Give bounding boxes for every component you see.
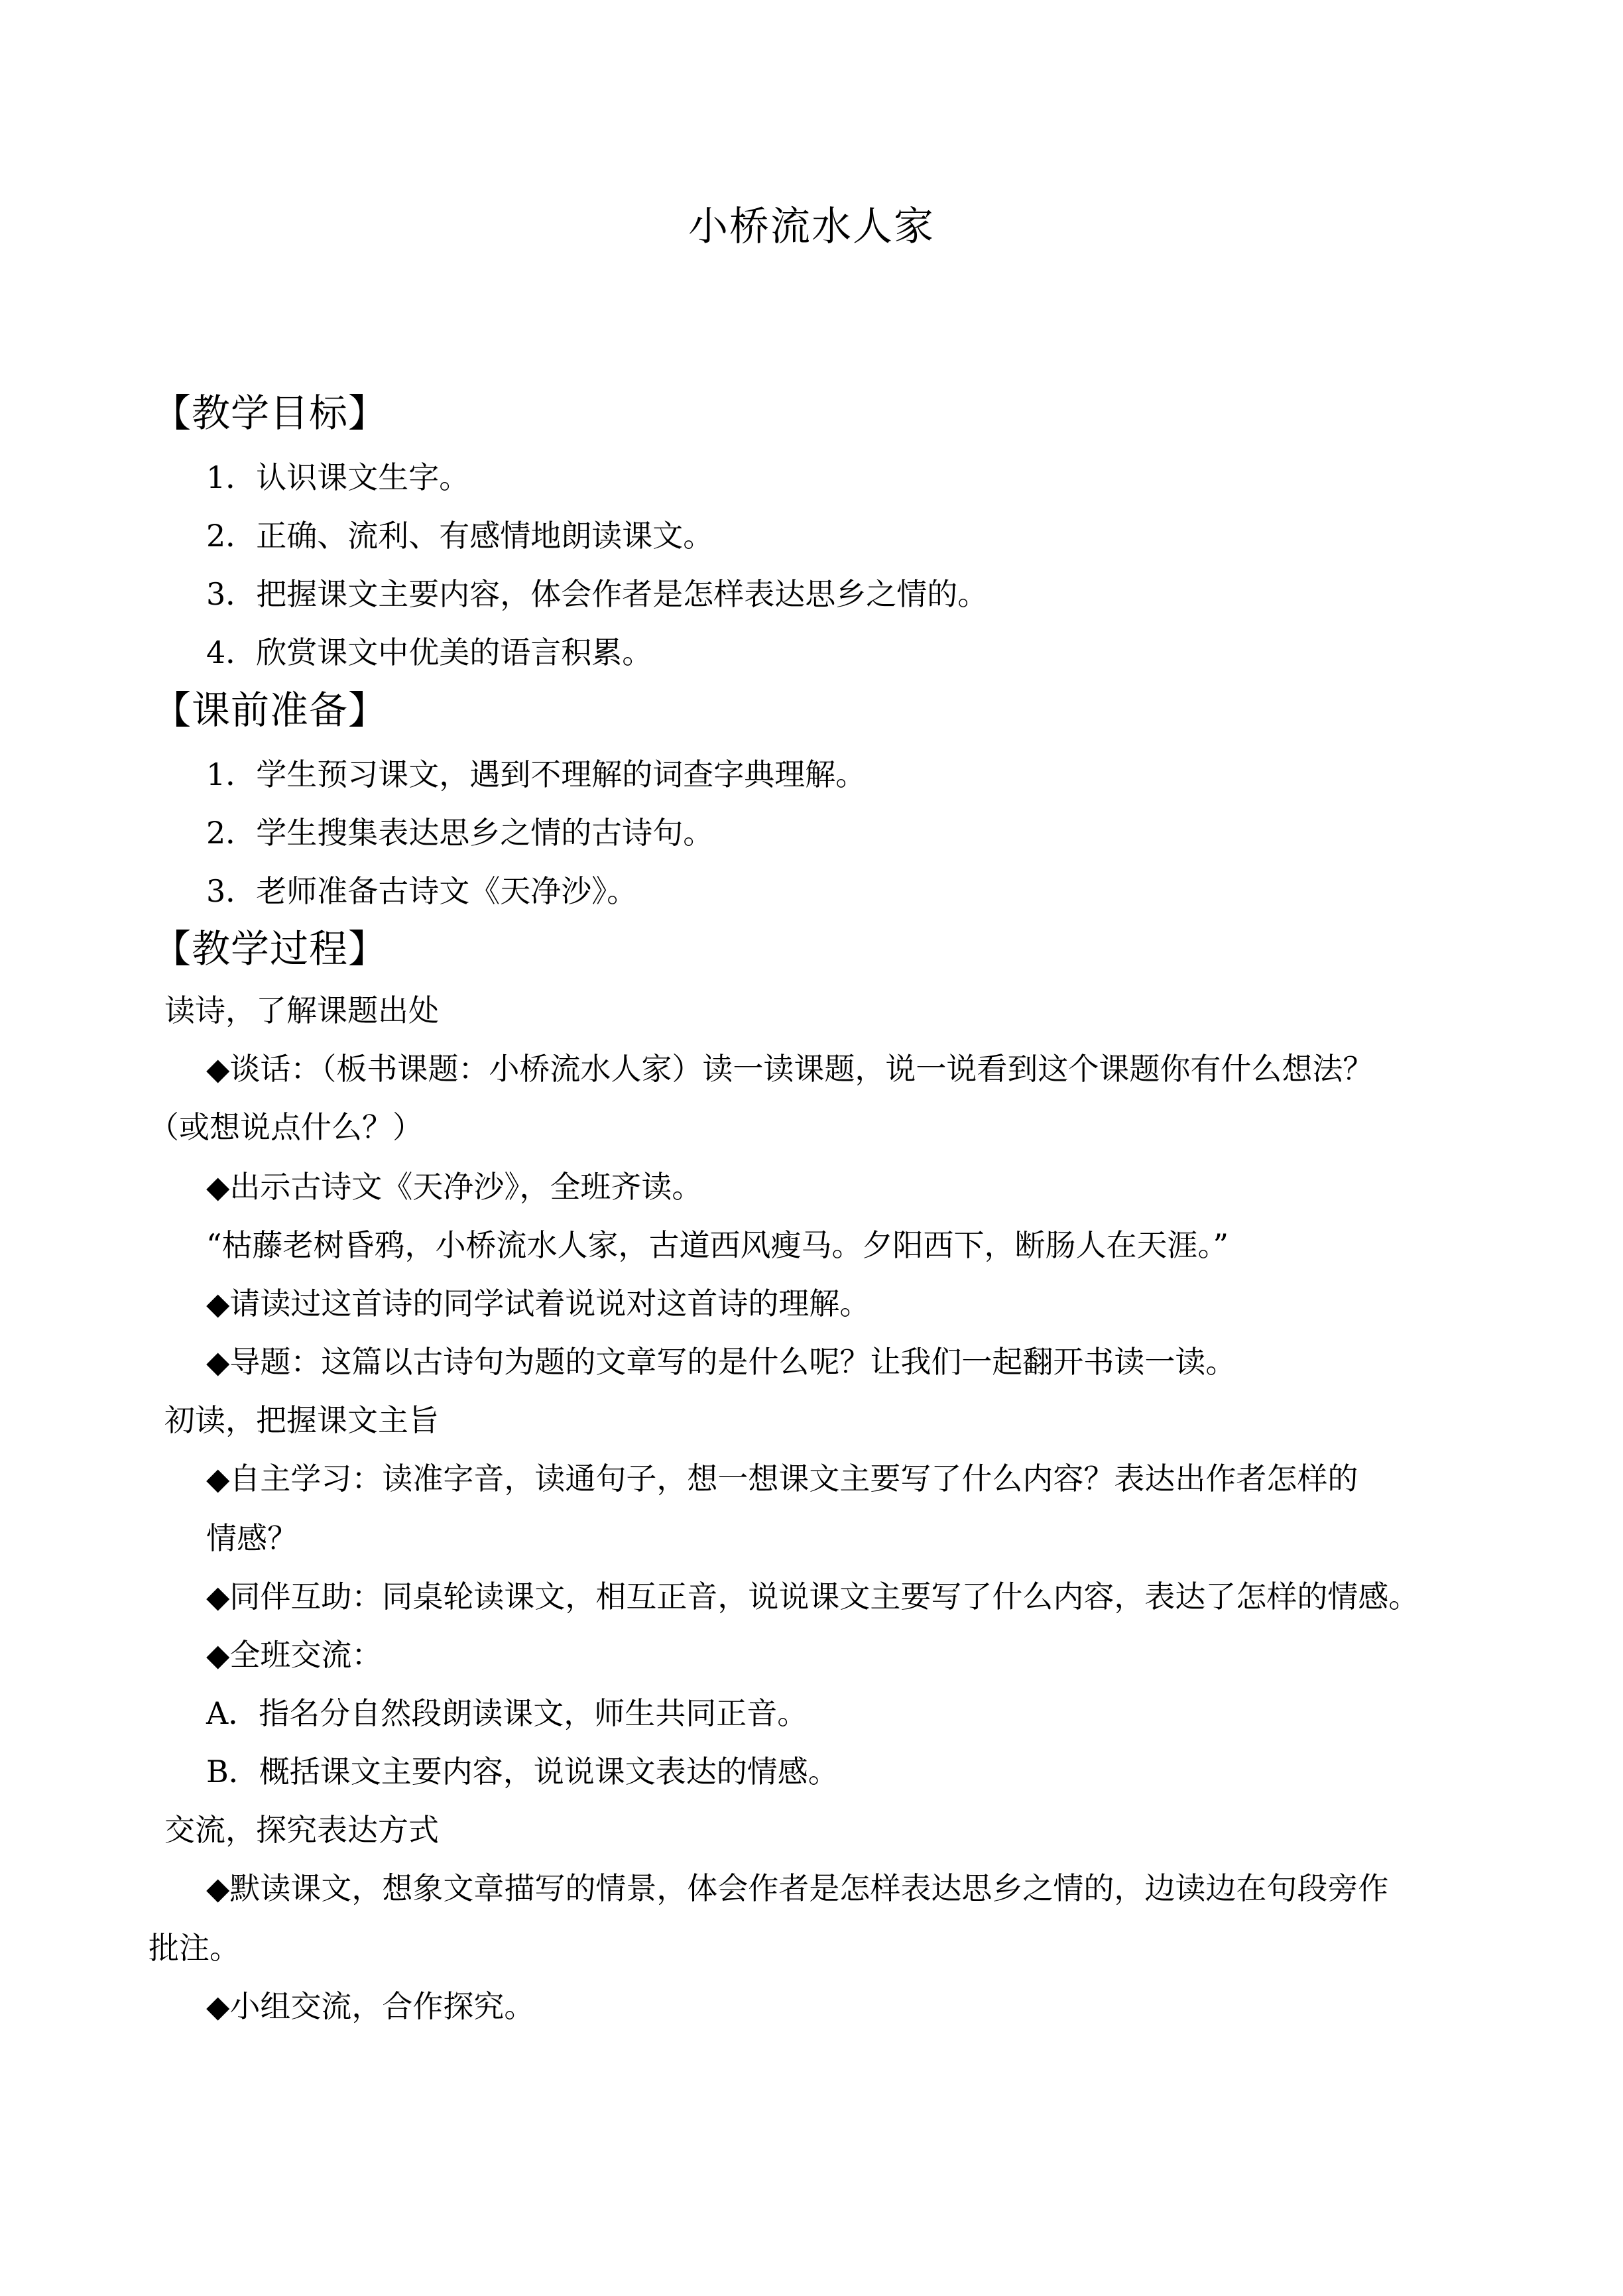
process-line: ◆默读课文，想象文章描写的情景，体会作者是怎样表达思乡之情的，边读边在句段旁作 [206, 1870, 1389, 1906]
process-line: ◆出示古诗文《天净沙》，全班齐读。 [206, 1169, 703, 1205]
process-line: ◆谈话：（板书课题：小桥流水人家）读一读课题，说一说看到这个课题你有什么想法？ [206, 1051, 1374, 1087]
goal-item: 3．把握课文主要内容，体会作者是怎样表达思乡之情的。 [206, 576, 989, 612]
section-heading-preparation: 【课前准备】 [152, 688, 388, 733]
process-line: ◆请读过这首诗的同学试着说说对这首诗的理解。 [206, 1286, 871, 1321]
process-line: ◆小组交流，合作探究。 [206, 1988, 535, 2024]
process-line: 情感？ [206, 1520, 298, 1556]
process-line: 批注。 [149, 1930, 240, 1966]
preparation-item: 3．老师准备古诗文《天净沙》。 [206, 873, 638, 909]
process-line: ◆全班交流： [206, 1637, 383, 1673]
preparation-item: 1．学生预习课文，遇到不理解的词查字典理解。 [206, 756, 867, 792]
goal-item: 4．欣赏课文中优美的语言积累。 [206, 634, 653, 670]
document-title: 小桥流水人家 [688, 204, 935, 250]
process-line: （或想说点什么？） [149, 1109, 423, 1145]
process-line: “枯藤老树昏鸦，小桥流水人家，古道西风瘦马。夕阳西下，断肠人在天涯。” [206, 1227, 1229, 1263]
process-line: A．指名分自然段朗读课文，师生共同正音。 [206, 1695, 808, 1731]
process-line: ◆自主学习：读准字音，读通句子，想一想课文主要写了什么内容？表达出作者怎样的 [206, 1461, 1358, 1496]
process-line: ◆同伴互助：同桌轮读课文，相互正音，说说课文主要写了什么内容，表达了怎样的情感。 [206, 1579, 1419, 1614]
preparation-item: 2．学生搜集表达思乡之情的古诗句。 [206, 815, 714, 851]
process-subtitle: 初读，把握课文主旨 [164, 1402, 439, 1438]
process-subtitle: 读诗，了解课题出处 [164, 993, 439, 1028]
goal-item: 1．认识课文生字。 [206, 459, 470, 495]
process-subtitle: 交流，探究表达方式 [164, 1812, 439, 1848]
process-line: B．概括课文主要内容，说说课文表达的情感。 [206, 1754, 839, 1789]
section-heading-teaching-process: 【教学过程】 [152, 926, 388, 971]
section-heading-teaching-goals: 【教学目标】 [152, 391, 388, 436]
goal-item: 2．正确、流利、有感情地朗读课文。 [206, 518, 714, 554]
process-line: ◆导题：这篇以古诗句为题的文章写的是什么呢？让我们一起翻开书读一读。 [206, 1344, 1236, 1380]
